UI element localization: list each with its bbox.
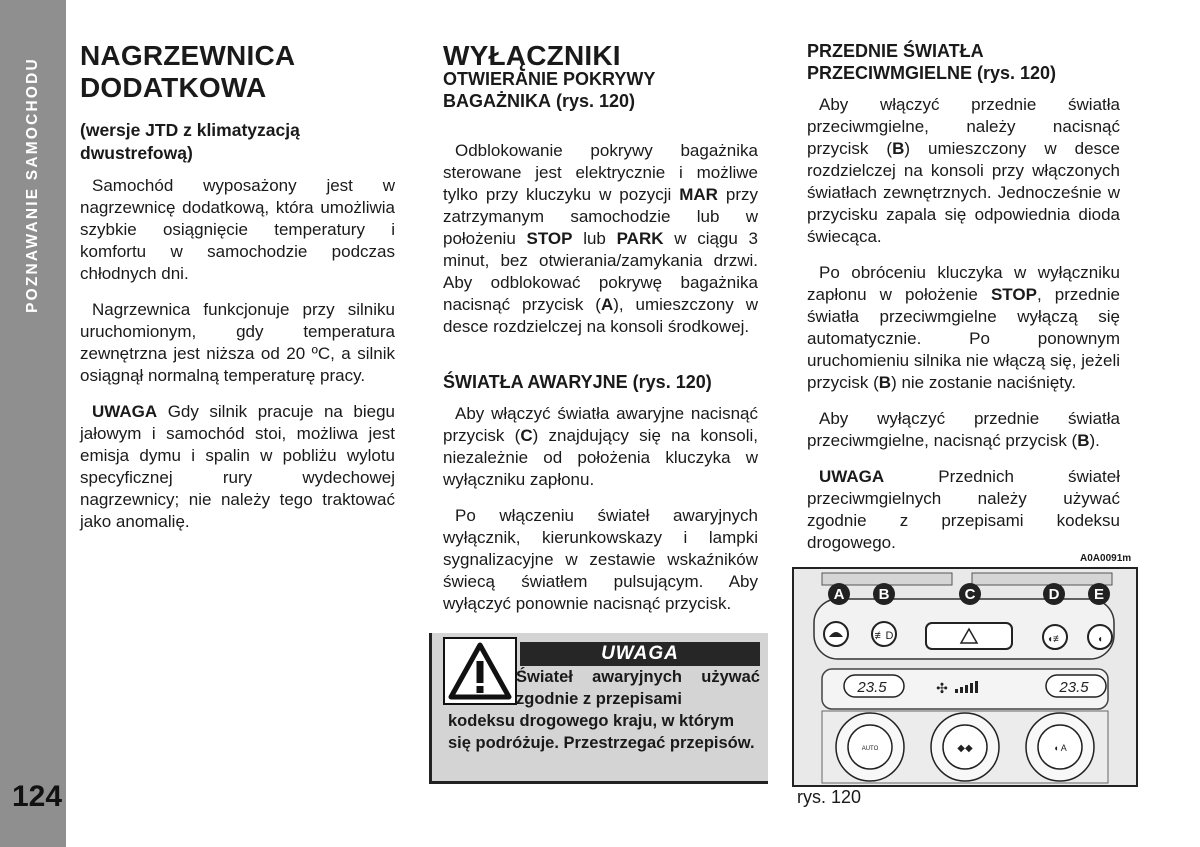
switches-title: WYŁĄCZNIKI <box>443 40 621 71</box>
warning-text: Świateł awaryjnych używać zgodnie z przepisami kodeksu drogowego kraju, w którym się podróżuje. Przestrzegać przepisów. <box>448 668 760 752</box>
callout-c: C <box>964 586 976 603</box>
hazard-paragraph-2: Po włączeniu świateł awaryjnych wyłącznik, kierunkowskazy i lampki sygnalizacyjne w zestawie wskaźników świecą światłem pulsującym. Aby wyłączyć ponownie nacisnąć przycisk. <box>443 506 758 613</box>
fog-paragraph-1: Aby włączyć przednie światła przeciwmgielne, należy nacisnąć przycisk (B) umieszczony w desce rozdzielczej na konsoli przy włączonych światłach zewnętrznych. Jednocześnie w przycisku zapala się odpowiednia dioda świecąca. <box>807 95 1120 246</box>
page-number: 124 <box>12 780 63 813</box>
callout-e: E <box>1093 586 1105 603</box>
svg-text:◖: ◖ <box>1096 634 1104 645</box>
svg-text:23.5: 23.5 <box>1059 679 1089 696</box>
hazard-heading: ŚWIATŁA AWARYJNE (rys. 120) <box>443 372 712 392</box>
column-fog-lights <box>807 40 1120 554</box>
heater-title: NAGRZEWNICA DODATKOWA <box>80 40 296 103</box>
trunk-heading: OTWIERANIE POKRYWY BAGAŻNIKA (rys. 120) <box>443 69 656 111</box>
column-heater <box>80 40 395 533</box>
warning-label: UWAGA <box>520 642 760 666</box>
svg-text:✣: ✣ <box>936 680 948 696</box>
svg-text:23.5: 23.5 <box>857 679 887 696</box>
fog-note: UWAGA Przednich świateł przeciwmgielnych należy używać zgodnie z przepisami kodeksu drogowego. <box>807 467 1120 552</box>
figure-caption: rys. 120 <box>797 787 862 807</box>
svg-text:≢D: ≢D <box>874 630 894 642</box>
callout-a: A <box>833 586 845 603</box>
hazard-paragraph-1: Aby włączyć światła awaryjne nacisnąć przycisk (C) znajdujący się na konsoli, niezależnie od położenia kluczyka w wyłączniku zapłonu. <box>443 404 758 489</box>
svg-text:AUTO: AUTO <box>861 746 879 752</box>
heater-paragraph-2: Nagrzewnica funkcjonuje przy silniku uruchomionym, gdy temperatura zewnętrzna jest niższa od 20 ºC, a silnik osiągnął normalną temperaturę pracy. <box>80 300 395 385</box>
svg-text:◆◆: ◆◆ <box>957 743 973 754</box>
heater-subtitle: (wersje JTD z klimatyzacją dwustrefową) <box>80 120 300 163</box>
heater-note: UWAGA Gdy silnik pracuje na biegu jałowym i samochód stoi, możliwa jest emisja dymu i spalin w pobliżu wylotu specyficznej rury wydechowej nagrzewnicy; nie należy tego traktować jako anomalię. <box>80 402 395 531</box>
figure-code: A0A0091m <box>1080 553 1132 564</box>
column-switches <box>443 40 758 615</box>
svg-text:◖≢: ◖≢ <box>1046 634 1064 645</box>
section-title: POZNAWANIE SAMOCHODU <box>24 57 41 313</box>
svg-text:◖ A: ◖ A <box>1053 743 1067 753</box>
callout-b: B <box>878 586 890 603</box>
trunk-paragraph: Odblokowanie pokrywy bagażnika sterowane jest elektrycznie i możliwe tylko przy kluczyku w pozycji MAR przy zatrzymanym samochodzie lub w położeniu STOP lub PARK w ciągu 3 minut, bez otwierania/zamykania drzwi. Aby odblokować pokrywę bagażnika nacisnąć przycisk (A), umieszczony w desce rozdzielczej na konsoli środkowej. <box>443 141 759 336</box>
dashboard-figure <box>792 567 1138 787</box>
section-sidebar <box>0 0 66 847</box>
callout-d: D <box>1048 586 1060 603</box>
fog-heading: PRZEDNIE ŚWIATŁA PRZECIWMGIELNE (rys. 120) <box>807 41 1057 83</box>
fog-paragraph-3: Aby wyłączyć przednie światła przeciwmgielne, nacisnąć przycisk (B). <box>807 409 1120 450</box>
heater-paragraph-1: Samochód wyposażony jest w nagrzewnicę dodatkową, która umożliwia szybkie osiągnięcie temperatury i komfortu w samochodzie podczas chłodnych dni. <box>80 176 395 283</box>
fog-paragraph-2: Po obróceniu kluczyka w wyłączniku zapłonu w położenie STOP, przednie światła przeciwmgielne wyłączą się automatycznie. Po ponownym uruchomieniu silnika nie włączą się, jeżeli przycisk (B) nie zostanie naciśnięty. <box>807 263 1120 392</box>
